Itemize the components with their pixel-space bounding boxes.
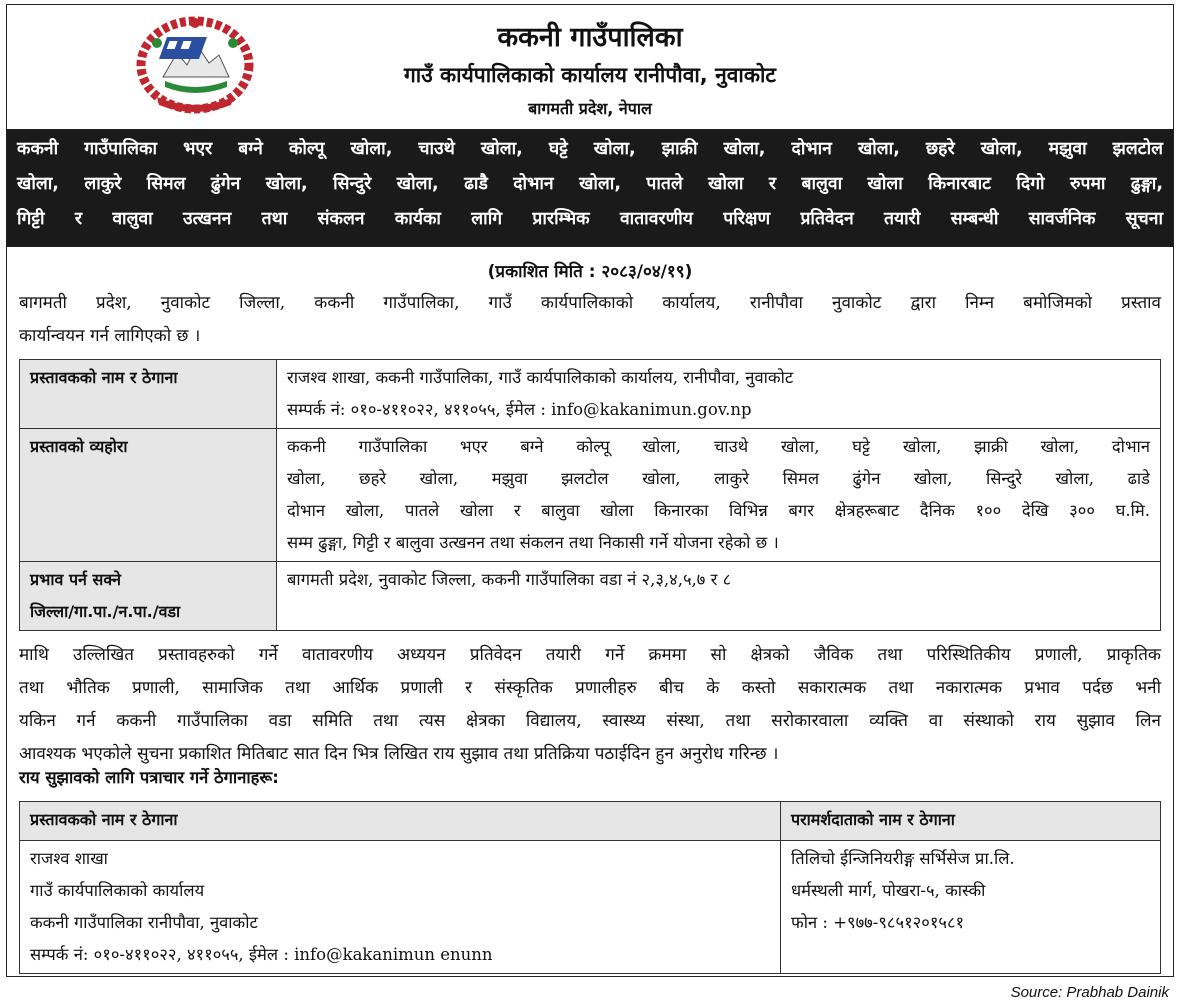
affected-area-value: बागमती प्रदेश, नुवाकोट जिल्ला, ककनी गाउँपालिका वडा नं २,३,४,५,७ र ८ [277, 562, 1161, 631]
address-line: फोन : +९७७-९८५१२०१५८१ [791, 913, 965, 932]
table-row [20, 562, 1161, 631]
table-row [20, 841, 1161, 974]
banner-line: खोला, लाकुरे सिमल ढुंगेन खोला, सिन्दुरे खोला, ढाडै दोभान खोला, पातले खोला र बालुवा खोला किनारबाट दिगो रुपमा ढुङ्गा, [17, 174, 1163, 194]
address-line: गाउँ कार्यपालिकाको कार्यालय [30, 881, 205, 900]
province-title: बागमती प्रदेश, नेपाल [528, 99, 652, 118]
affected-area-label [20, 562, 277, 631]
table-row [20, 360, 1161, 429]
proposer-value [277, 360, 1161, 429]
address-line: धर्मस्थली मार्ग, पोखरा-५, कास्की [791, 881, 986, 900]
proposer-address [20, 841, 781, 974]
published-date: (प्रकाशित मिति : २०८३/०४/१९) [487, 262, 693, 282]
activity-line: सम्म ढुङ्गा, गिट्टी र बालुवा उत्खनन तथा संकलन तथा निकासी गर्ने योजना रहेको छ । [287, 533, 779, 552]
notice-page [6, 4, 1174, 977]
body-line: यकिन गर्न ककनी गाउँपालिका वडा समिति तथा त्यस क्षेत्रका विद्यालय, स्वास्थ्य संस्था, तथा सरोकारवाला व्यक्ति वा संस्थाको राय सुझाव लिन [19, 711, 1161, 731]
office-title: गाउँ कार्यपालिकाको कार्यालय रानीपौवा, नुवाकोट [403, 63, 777, 87]
notice-header [7, 5, 1173, 127]
activity-line: खोला, छहरे खोला, मझुवा झलटोल खोला, लाकुरे सिमल ढुंगेन खोला, सिन्दुरे खोला, ढाडे [287, 469, 1150, 488]
consultant-header: परामर्शदाताको नाम र ठेगाना [781, 802, 1161, 841]
address-line: तिलिचो ईन्जिनियरीङ्ग सर्भिसेज प्रा.लि. [791, 849, 1015, 868]
activity-line: दोभान खोला, पातले खोला र बालुवा खोला किनारका विभिन्न बगर क्षेत्रहरूबाट दैनिक १०० देखि ३०० घ.मि. [287, 501, 1150, 520]
banner-line: गिट्टी र वालुवा उत्खनन तथा संकलन कार्यका लागि प्रारम्भिक वातावरणीय परिक्षण प्रतिवेदन तयारी सम्बन्धी सावर्जनिक सूचना [17, 209, 1163, 229]
proposal-details-table [19, 359, 1161, 631]
address-line: सम्पर्क नं: ०१०-४११०२२, ४११०५५, ईमेल : info@kakanimun enunn [30, 945, 493, 964]
consultant-address [781, 841, 1161, 974]
contacts-table [19, 801, 1161, 974]
proposer-label: प्रस्तावकको नाम र ठेगाना [20, 360, 277, 429]
address-line: ककनी गाउँपालिका रानीपौवा, नुवाकोट [30, 913, 258, 932]
notice-banner [7, 129, 1173, 247]
proposer-line: राजश्व शाखा, ककनी गाउँपालिका, गाउँ कार्यपालिकाको कार्यालय, रानीपौवा, नुवाकोट [287, 368, 794, 387]
proposer-contact: सम्पर्क नं: ०१०-४११०२२, ४११०५५, ईमेल : info@kakanimun.gov.np [287, 400, 752, 419]
activity-line: ककनी गाउँपालिका भएर बग्ने कोल्पू खोला, चाउथे खोला, घट्टे खोला, झाक्री खोला, दोभान [287, 437, 1150, 456]
body-line: तथा भौतिक प्रणाली, सामाजिक तथा आर्थिक प्रणाली र संस्कृतिक प्रणालीहरु बीच के कस्तो सकारात्मक तथा नकारात्मक प्रभाव पर्दछ भनी [19, 678, 1161, 698]
affected-area-label-line: प्रभाव पर्न सक्ने [30, 570, 121, 589]
intro-paragraph [19, 287, 1161, 353]
table-row [20, 429, 1161, 562]
banner-line: ककनी गाउँपालिका भएर बग्ने कोल्पू खोला, चाउथे खोला, घट्टे खोला, झाक्री खोला, दोभान खोला, छहरे खोला, मझुवा झलटोल [17, 139, 1163, 159]
proposer-header: प्रस्तावकको नाम र ठेगाना [20, 802, 781, 841]
source-credit: Source: Prabhab Dainik [1010, 984, 1169, 1001]
table-row [20, 802, 1161, 841]
body-line: आवश्यक भएकोले सुचना प्रकाशित मितिबाट सात दिन भित्र लिखित राय सुझाव तथा प्रतिक्रिया पठाईदिन हुन अनुरोध गरिन्छ । [19, 744, 779, 764]
activity-value [277, 429, 1161, 562]
municipality-title: ककनी गाउँपालिका [497, 22, 683, 53]
correspondence-heading: राय सुझावको लागि पत्राचार गर्ने ठेगानाहरू: [19, 768, 279, 787]
activity-label: प्रस्तावको व्यहोरा [20, 429, 277, 562]
body-paragraph [19, 639, 1161, 771]
intro-line: बागमती प्रदेश, नुवाकोट जिल्ला, ककनी गाउँपालिका, गाउँ कार्यपालिकाको कार्यालय, रानीपौवा नुवाकोट द्वारा निम्न बमोजिमको प्रस्ताव [19, 293, 1161, 313]
affected-area-label-line: जिल्ला/गा.पा./न.पा./वडा [30, 602, 181, 621]
body-line: माथि उल्लिखित प्रस्तावहरुको गर्ने वातावरणीय अध्ययन प्रतिवेदन तयारी गर्ने क्रममा सो क्षेत्रको जैविक तथा परिस्थितिकीय प्रणाली, प्राकृतिक [19, 645, 1161, 665]
address-line: राजश्व शाखा [30, 849, 108, 868]
intro-line: कार्यान्वयन गर्न लागिएको छ । [19, 326, 201, 346]
